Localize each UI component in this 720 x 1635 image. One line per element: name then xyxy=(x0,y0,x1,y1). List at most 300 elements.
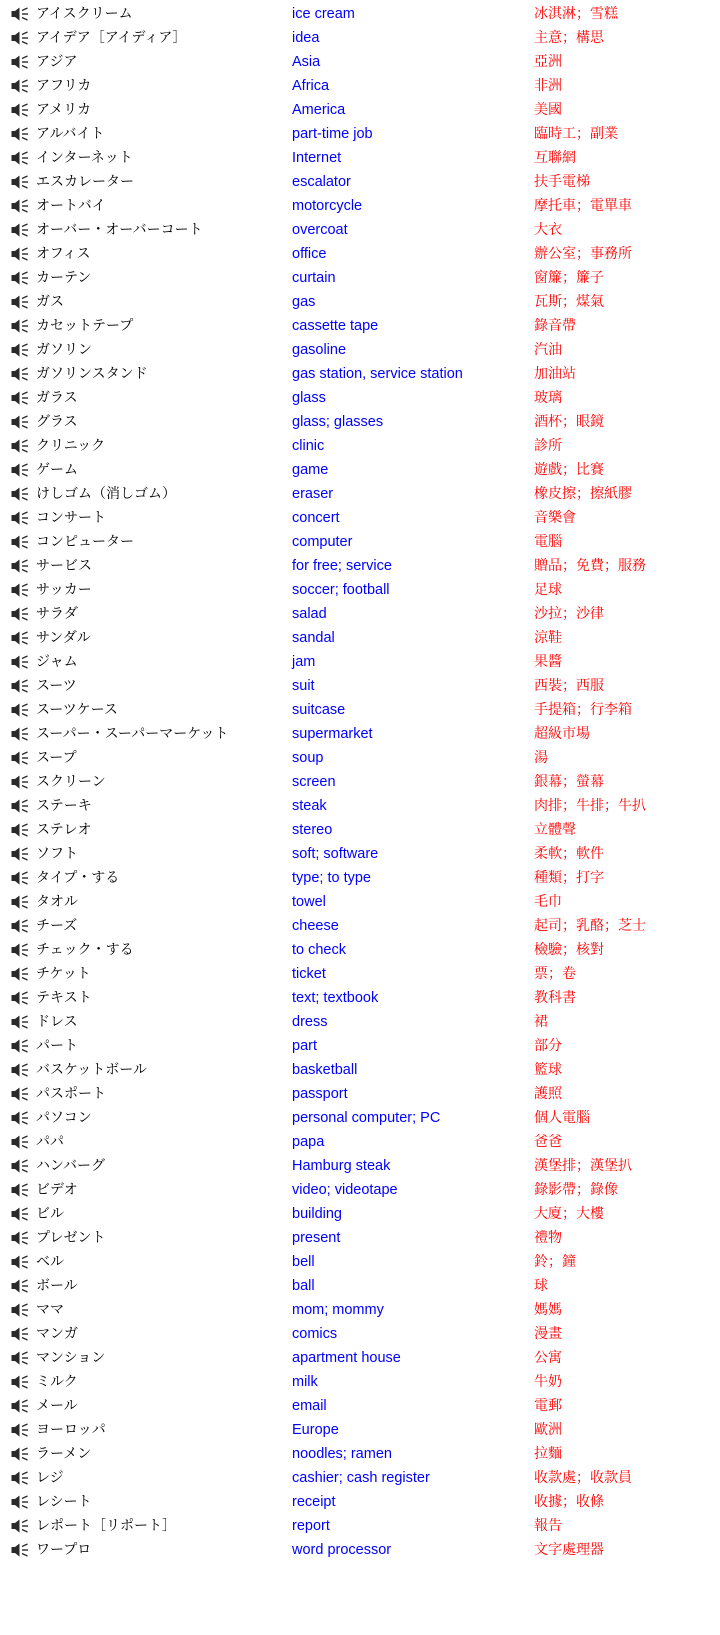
japanese-word: メール xyxy=(36,1398,78,1414)
chinese-meaning: 報告 xyxy=(534,1518,562,1534)
speaker-icon[interactable] xyxy=(11,823,29,837)
chinese-meaning: 窗簾；簾子 xyxy=(534,270,604,286)
japanese-word: レシート xyxy=(36,1494,92,1510)
japanese-word: インターネット xyxy=(36,150,133,166)
speaker-icon[interactable] xyxy=(11,967,29,981)
japanese-word: サッカー xyxy=(36,582,92,598)
speaker-icon[interactable] xyxy=(11,151,29,165)
vocab-row xyxy=(0,722,720,746)
chinese-meaning: 錄音帶 xyxy=(534,318,576,334)
japanese-word: チケット xyxy=(36,966,91,982)
speaker-icon[interactable] xyxy=(11,919,29,933)
english-meaning: passport xyxy=(292,1086,348,1102)
chinese-meaning: 裙 xyxy=(534,1014,548,1030)
japanese-word: コンピューター xyxy=(36,534,134,550)
chinese-meaning: 電郵 xyxy=(534,1398,562,1414)
chinese-meaning: 籃球 xyxy=(534,1062,562,1078)
japanese-word: ソフト xyxy=(36,846,78,862)
vocab-row xyxy=(0,626,720,650)
chinese-meaning: 漢堡排；漢堡扒 xyxy=(534,1158,632,1174)
chinese-meaning: 收款處；收款員 xyxy=(534,1470,632,1486)
vocab-row xyxy=(0,122,720,146)
speaker-icon[interactable] xyxy=(11,247,29,261)
speaker-icon[interactable] xyxy=(11,991,29,1005)
chinese-meaning: 文字處理器 xyxy=(534,1542,604,1558)
vocab-row xyxy=(0,290,720,314)
english-meaning: text; textbook xyxy=(292,990,379,1006)
vocab-row xyxy=(0,1106,720,1130)
speaker-icon[interactable] xyxy=(11,415,29,429)
japanese-word: アメリカ xyxy=(36,102,92,118)
chinese-meaning: 種類；打字 xyxy=(534,870,604,886)
japanese-word: ミルク xyxy=(36,1374,78,1390)
english-meaning: sandal xyxy=(292,630,335,646)
japanese-word: テキスト xyxy=(36,990,92,1006)
speaker-icon[interactable] xyxy=(11,1543,29,1557)
english-meaning: screen xyxy=(292,774,336,790)
english-meaning: soft; software xyxy=(292,846,379,862)
chinese-meaning: 酒杯；眼鏡 xyxy=(534,414,604,430)
chinese-meaning: 橡皮擦；擦紙膠 xyxy=(534,486,632,502)
speaker-icon[interactable] xyxy=(11,847,29,861)
english-meaning: type; to type xyxy=(292,870,371,886)
chinese-meaning: 柔軟；軟件 xyxy=(534,846,604,862)
speaker-icon[interactable] xyxy=(11,1087,29,1101)
speaker-icon[interactable] xyxy=(11,103,29,117)
english-meaning: Africa xyxy=(292,78,330,94)
vocab-row xyxy=(0,26,720,50)
chinese-meaning: 美國 xyxy=(534,102,562,118)
chinese-meaning: 拉麵 xyxy=(534,1446,562,1462)
english-meaning: escalator xyxy=(292,174,351,190)
vocab-row xyxy=(0,314,720,338)
speaker-icon[interactable] xyxy=(11,1183,29,1197)
speaker-icon[interactable] xyxy=(11,703,29,717)
chinese-meaning: 超級市場 xyxy=(534,726,590,742)
english-meaning: towel xyxy=(292,894,326,910)
vocab-row xyxy=(0,794,720,818)
japanese-word: パパ xyxy=(36,1134,64,1150)
chinese-meaning: 大廈；大樓 xyxy=(534,1206,604,1222)
japanese-word: クリニック xyxy=(36,438,106,454)
speaker-icon[interactable] xyxy=(11,55,29,69)
chinese-meaning: 摩托車；電單車 xyxy=(534,198,632,214)
vocab-row xyxy=(0,1274,720,1298)
chinese-meaning: 互聯網 xyxy=(534,150,576,166)
chinese-meaning: 球 xyxy=(534,1278,548,1294)
vocab-row xyxy=(0,674,720,698)
speaker-icon[interactable] xyxy=(11,1231,29,1245)
speaker-icon[interactable] xyxy=(11,895,29,909)
japanese-word: ベル xyxy=(36,1254,64,1270)
vocab-row xyxy=(0,506,720,530)
japanese-word: ガソリンスタンド xyxy=(36,366,148,382)
english-meaning: curtain xyxy=(292,270,336,286)
vocab-row xyxy=(0,770,720,794)
chinese-meaning: 玻璃 xyxy=(534,390,562,406)
chinese-meaning: 媽媽 xyxy=(534,1302,562,1318)
japanese-word: プレゼント xyxy=(36,1230,106,1246)
japanese-word: マンション xyxy=(36,1350,106,1366)
speaker-icon[interactable] xyxy=(11,679,29,693)
english-meaning: present xyxy=(292,1230,341,1246)
speaker-icon[interactable] xyxy=(11,319,29,333)
japanese-word: レジ xyxy=(36,1470,64,1486)
english-meaning: America xyxy=(292,102,346,118)
vocab-row xyxy=(0,1538,720,1562)
japanese-word: サービス xyxy=(36,558,92,574)
chinese-meaning: 銀幕；螢幕 xyxy=(534,774,604,790)
speaker-icon[interactable] xyxy=(11,7,29,21)
english-meaning: gas station, service station xyxy=(292,366,463,382)
vocab-row xyxy=(0,410,720,434)
japanese-word: カセットテープ xyxy=(36,318,134,334)
vocab-row xyxy=(0,818,720,842)
speaker-icon[interactable] xyxy=(11,1471,29,1485)
japanese-word: オーバー・オーバーコート xyxy=(36,222,203,238)
chinese-meaning: 臨時工；副業 xyxy=(534,126,618,142)
english-meaning: overcoat xyxy=(292,222,348,238)
speaker-icon[interactable] xyxy=(11,1495,29,1509)
japanese-word: タイプ・する xyxy=(36,870,120,886)
vocab-row xyxy=(0,242,720,266)
chinese-meaning: 贈品；免費；服務 xyxy=(534,558,646,574)
speaker-icon[interactable] xyxy=(11,1303,29,1317)
japanese-word: パート xyxy=(36,1038,78,1054)
english-meaning: word processor xyxy=(292,1542,392,1558)
vocab-row xyxy=(0,458,720,482)
english-meaning: noodles; ramen xyxy=(292,1446,392,1462)
chinese-meaning: 診所 xyxy=(534,438,562,454)
vocab-row xyxy=(0,1418,720,1442)
speaker-icon[interactable] xyxy=(11,871,29,885)
vocab-row xyxy=(0,338,720,362)
speaker-icon[interactable] xyxy=(11,31,29,45)
japanese-word: ハンバーグ xyxy=(36,1158,106,1174)
speaker-icon[interactable] xyxy=(11,175,29,189)
english-meaning: eraser xyxy=(292,486,334,502)
speaker-icon[interactable] xyxy=(11,943,29,957)
speaker-icon[interactable] xyxy=(11,127,29,141)
vocab-row xyxy=(0,362,720,386)
japanese-word: スーツケース xyxy=(36,702,118,718)
english-meaning: milk xyxy=(292,1374,318,1390)
vocab-row xyxy=(0,938,720,962)
chinese-meaning: 歐洲 xyxy=(534,1422,562,1438)
japanese-word: アジア xyxy=(36,54,78,70)
english-meaning: cheese xyxy=(292,918,339,934)
japanese-word: オフィス xyxy=(36,246,91,262)
speaker-icon[interactable] xyxy=(11,1135,29,1149)
vocab-row xyxy=(0,1034,720,1058)
speaker-icon[interactable] xyxy=(11,655,29,669)
speaker-icon[interactable] xyxy=(11,1255,29,1269)
english-meaning: dress xyxy=(292,1014,328,1030)
english-meaning: to check xyxy=(292,942,346,958)
speaker-icon[interactable] xyxy=(11,535,29,549)
speaker-icon[interactable] xyxy=(11,439,29,453)
speaker-icon[interactable] xyxy=(11,607,29,621)
vocab-row xyxy=(0,554,720,578)
english-meaning: Hamburg steak xyxy=(292,1158,391,1174)
vocab-row xyxy=(0,746,720,770)
vocab-row xyxy=(0,1394,720,1418)
speaker-icon[interactable] xyxy=(11,799,29,813)
japanese-word: アルバイト xyxy=(36,126,105,142)
vocab-row xyxy=(0,986,720,1010)
english-meaning: gasoline xyxy=(292,342,347,358)
chinese-meaning: 個人電腦 xyxy=(534,1110,590,1126)
english-meaning: office xyxy=(292,246,327,262)
vocab-row xyxy=(0,1442,720,1466)
english-meaning: Internet xyxy=(292,150,342,166)
english-meaning: gas xyxy=(292,294,316,310)
chinese-meaning: 冰淇淋；雪糕 xyxy=(534,6,618,22)
english-meaning: personal computer; PC xyxy=(292,1110,441,1126)
chinese-meaning: 公寓 xyxy=(534,1350,562,1366)
chinese-meaning: 亞洲 xyxy=(534,54,562,70)
english-meaning: jam xyxy=(292,654,316,670)
english-meaning: suitcase xyxy=(292,702,346,718)
vocab-row xyxy=(0,1298,720,1322)
chinese-meaning: 立體聲 xyxy=(534,822,576,838)
chinese-meaning: 錄影帶；錄像 xyxy=(534,1182,618,1198)
japanese-word: ステーキ xyxy=(36,798,92,814)
japanese-word: ヨーロッパ xyxy=(36,1422,106,1438)
japanese-word: ガス xyxy=(36,294,64,310)
chinese-meaning: 肉排；牛排；牛扒 xyxy=(534,798,646,814)
japanese-word: スーパー・スーパーマーケット xyxy=(36,726,229,742)
english-meaning: part xyxy=(292,1038,317,1054)
japanese-word: アフリカ xyxy=(36,78,92,94)
speaker-icon[interactable] xyxy=(11,391,29,405)
speaker-icon[interactable] xyxy=(11,727,29,741)
vocab-row xyxy=(0,1178,720,1202)
chinese-meaning: 起司；乳酪；芝士 xyxy=(534,918,646,934)
english-meaning: ticket xyxy=(292,966,326,982)
chinese-meaning: 檢驗；核對 xyxy=(534,942,604,958)
english-meaning: apartment house xyxy=(292,1350,401,1366)
chinese-meaning: 汽油 xyxy=(534,342,562,358)
chinese-meaning: 扶手電梯 xyxy=(534,174,590,190)
vocab-row xyxy=(0,482,720,506)
vocab-row xyxy=(0,890,720,914)
speaker-icon[interactable] xyxy=(11,343,29,357)
vocab-row xyxy=(0,650,720,674)
vocab-row xyxy=(0,1370,720,1394)
english-meaning: game xyxy=(292,462,329,478)
japanese-word: レポート［リポート］ xyxy=(36,1518,176,1534)
speaker-icon[interactable] xyxy=(11,1063,29,1077)
chinese-meaning: 非洲 xyxy=(534,78,562,94)
japanese-word: ボール xyxy=(36,1278,78,1294)
english-meaning: motorcycle xyxy=(292,198,363,214)
speaker-icon[interactable] xyxy=(11,1351,29,1365)
english-meaning: receipt xyxy=(292,1494,336,1510)
speaker-icon[interactable] xyxy=(11,511,29,525)
japanese-word: ジャム xyxy=(36,654,78,670)
speaker-icon[interactable] xyxy=(11,1327,29,1341)
english-meaning: salad xyxy=(292,606,327,622)
speaker-icon[interactable] xyxy=(11,1159,29,1173)
japanese-word: ゲーム xyxy=(36,462,78,478)
japanese-word: サンダル xyxy=(36,630,91,646)
speaker-icon[interactable] xyxy=(11,631,29,645)
chinese-meaning: 收據；收條 xyxy=(534,1494,604,1510)
vocab-row xyxy=(0,1130,720,1154)
speaker-icon[interactable] xyxy=(11,1423,29,1437)
japanese-word: オートバイ xyxy=(36,198,106,214)
speaker-icon[interactable] xyxy=(11,1015,29,1029)
chinese-meaning: 毛巾 xyxy=(534,894,562,910)
vocab-row xyxy=(0,962,720,986)
english-meaning: video; videotape xyxy=(292,1182,398,1198)
vocab-row xyxy=(0,1202,720,1226)
english-meaning: ice cream xyxy=(292,6,355,22)
english-meaning: soup xyxy=(292,750,324,766)
japanese-word: タオル xyxy=(36,894,78,910)
japanese-word: アイスクリーム xyxy=(36,6,133,22)
chinese-meaning: 教科書 xyxy=(534,990,576,1006)
vocab-row xyxy=(0,1058,720,1082)
vocab-row xyxy=(0,1322,720,1346)
japanese-word: ドレス xyxy=(36,1014,78,1030)
english-meaning: glass xyxy=(292,390,326,406)
vocab-row xyxy=(0,1346,720,1370)
speaker-icon[interactable] xyxy=(11,1279,29,1293)
chinese-meaning: 足球 xyxy=(534,582,562,598)
english-meaning: comics xyxy=(292,1326,338,1342)
vocab-row xyxy=(0,434,720,458)
chinese-meaning: 禮物 xyxy=(534,1230,562,1246)
vocab-row xyxy=(0,146,720,170)
chinese-meaning: 音樂會 xyxy=(534,510,576,526)
vocab-row xyxy=(0,1466,720,1490)
chinese-meaning: 護照 xyxy=(534,1086,562,1102)
japanese-word: チーズ xyxy=(36,918,78,934)
chinese-meaning: 爸爸 xyxy=(534,1134,562,1150)
vocab-row xyxy=(0,1514,720,1538)
vocab-row xyxy=(0,98,720,122)
vocab-row xyxy=(0,1226,720,1250)
vocab-row xyxy=(0,1250,720,1274)
vocab-row xyxy=(0,2,720,26)
speaker-icon[interactable] xyxy=(11,775,29,789)
english-meaning: stereo xyxy=(292,822,333,838)
chinese-meaning: 遊戲；比賽 xyxy=(534,462,604,478)
vocab-row xyxy=(0,218,720,242)
speaker-icon[interactable] xyxy=(11,199,29,213)
speaker-icon[interactable] xyxy=(11,1207,29,1221)
english-meaning: email xyxy=(292,1398,327,1414)
english-meaning: for free; service xyxy=(292,558,392,574)
english-meaning: papa xyxy=(292,1134,325,1150)
english-meaning: mom; mommy xyxy=(292,1302,384,1318)
speaker-icon[interactable] xyxy=(11,271,29,285)
english-meaning: steak xyxy=(292,798,327,814)
english-meaning: report xyxy=(292,1518,330,1534)
speaker-icon[interactable] xyxy=(11,487,29,501)
japanese-word: マンガ xyxy=(36,1326,78,1342)
chinese-meaning: 加油站 xyxy=(534,366,576,382)
chinese-meaning: 大衣 xyxy=(534,222,562,238)
speaker-icon[interactable] xyxy=(11,1447,29,1461)
japanese-word: ガラス xyxy=(36,390,78,406)
speaker-icon[interactable] xyxy=(11,1039,29,1053)
speaker-icon[interactable] xyxy=(11,295,29,309)
vocab-row xyxy=(0,1490,720,1514)
speaker-icon[interactable] xyxy=(11,583,29,597)
chinese-meaning: 部分 xyxy=(534,1038,562,1054)
speaker-icon[interactable] xyxy=(11,1375,29,1389)
vocab-row xyxy=(0,530,720,554)
japanese-word: けしゴム（消しゴム） xyxy=(36,486,176,502)
vocab-row xyxy=(0,194,720,218)
speaker-icon[interactable] xyxy=(11,751,29,765)
chinese-meaning: 湯 xyxy=(534,750,548,766)
speaker-icon[interactable] xyxy=(11,1399,29,1413)
japanese-word: カーテン xyxy=(36,270,92,286)
japanese-word: ガソリン xyxy=(36,342,92,358)
vocab-row xyxy=(0,50,720,74)
english-meaning: supermarket xyxy=(292,726,373,742)
japanese-word: グラス xyxy=(36,414,78,430)
vocab-row xyxy=(0,386,720,410)
chinese-meaning: 西裝；西服 xyxy=(534,678,604,694)
english-meaning: part-time job xyxy=(292,126,373,142)
speaker-icon[interactable] xyxy=(11,367,29,381)
japanese-word: パソコン xyxy=(36,1110,92,1126)
english-meaning: computer xyxy=(292,534,353,550)
chinese-meaning: 辦公室；事務所 xyxy=(534,246,632,262)
chinese-meaning: 沙拉；沙律 xyxy=(534,606,604,622)
english-meaning: basketball xyxy=(292,1062,358,1078)
chinese-meaning: 主意；構思 xyxy=(534,30,604,46)
japanese-word: バスケットボール xyxy=(36,1062,148,1078)
speaker-icon[interactable] xyxy=(11,1111,29,1125)
chinese-meaning: 果醬 xyxy=(534,654,562,670)
speaker-icon[interactable] xyxy=(11,1519,29,1533)
japanese-word: サラダ xyxy=(36,606,78,622)
japanese-word: チェック・する xyxy=(36,942,134,958)
japanese-word: ビデオ xyxy=(36,1182,78,1198)
vocab-row xyxy=(0,1154,720,1178)
japanese-word: コンサート xyxy=(36,510,106,526)
vocab-row xyxy=(0,170,720,194)
chinese-meaning: 牛奶 xyxy=(534,1374,562,1390)
japanese-word: スクリーン xyxy=(36,774,106,790)
japanese-word: アイデア［アイディア］ xyxy=(36,30,187,46)
english-meaning: ball xyxy=(292,1278,315,1294)
english-meaning: Asia xyxy=(292,54,321,70)
chinese-meaning: 瓦斯；煤氣 xyxy=(534,294,604,310)
english-meaning: suit xyxy=(292,678,315,694)
chinese-meaning: 手提箱；行李箱 xyxy=(534,702,632,718)
english-meaning: clinic xyxy=(292,438,325,454)
vocabulary-table xyxy=(0,2,720,1562)
vocab-row xyxy=(0,602,720,626)
vocab-row xyxy=(0,866,720,890)
vocab-row xyxy=(0,578,720,602)
speaker-icon[interactable] xyxy=(11,223,29,237)
japanese-word: エスカレーター xyxy=(36,174,134,190)
speaker-icon[interactable] xyxy=(11,559,29,573)
japanese-word: スープ xyxy=(36,750,77,766)
japanese-word: ビル xyxy=(36,1206,64,1222)
english-meaning: glass; glasses xyxy=(292,414,384,430)
speaker-icon[interactable] xyxy=(11,79,29,93)
speaker-icon[interactable] xyxy=(11,463,29,477)
